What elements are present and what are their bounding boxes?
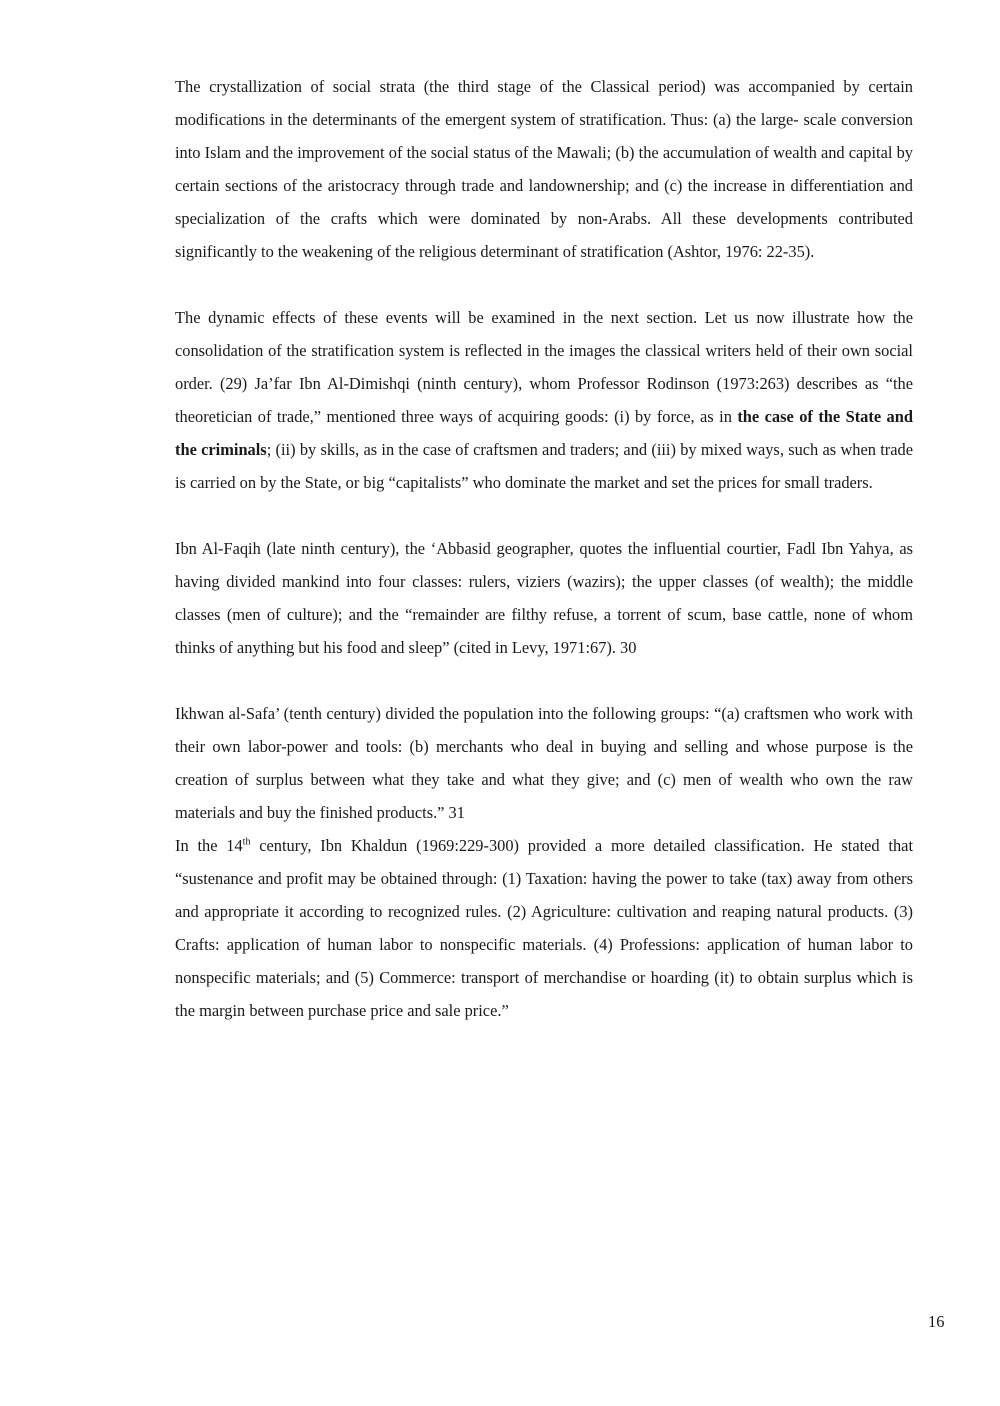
paragraph-crystallization: The crystallization of social strata (the third stage of the Classical period) was accompanied by certain modifications in the determinants of the emergent system of stratification. Thus: (a) the large- scale conversion into Islam and the improvement of the social status of the Mawali; (b) the accumulation of wealth and capital by certain sections of the aristocracy through trade and landownership; and (c) the increase in differentiation and specialization of the crafts which were dominated by non-Arabs. All these developments contributed significantly to the weakening of the religious determinant of stratification (Ashtor, 1976: 22-35). [175,77,913,261]
paragraph-ikhwan-al-safa: Ikhwan al-Safa’ (tenth century) divided the population into the following groups: “(a) craftsmen who work with their own labor-power and tools: (b) merchants who deal in buying and selling and whose purpose is the creation of surplus between what they take and what they give; and (c) men of wealth who own the raw materials and buy the finished products.” 31 [175,704,913,822]
page-body [175,70,913,1027]
paragraph-gap [175,664,913,697]
paragraph-gap [175,499,913,532]
paragraph-text: The dynamic effects of these events will be examined in the next section. Let us now illustrate how the consolidation of the stratification system is reflected in the images the classical writers held of their own social order. (29) Ja’far Ibn Al-Dimishqi (ninth century), whom Professor Rodinson (1973:263) describes as “the theoretician of trade,” mentioned three ways of acquiring goods: (i) by force, as in [175,308,913,426]
bold-phrase: the case of the State and the criminals [175,407,913,459]
paragraph-text: century, Ibn Khaldun (1969:229-300) provided a more detailed classification. He stated that “sustenance and profit may be obtained through: (1) Taxation: having the power to take (tax) away from others and appropriate it according to recognized rules. (2) Agriculture: cultivation and reaping natural products. (3) Crafts: application of human labor to nonspecific materials. (4) Professions: application of human labor to nonspecific materials; and (5) Commerce: transport of merchandise or hoarding (it) to obtain surplus which is the margin between purchase price and sale price.” [175,836,913,1020]
ordinal-superscript: th [242,836,251,848]
paragraph-text: In the 14 [175,836,243,855]
page-number: 16 [928,1312,945,1331]
paragraph-text: ; (ii) by skills, as in the case of craftsmen and traders; and (iii) by mixed ways, such as when trade is carried on by the State, or big “capitalists” who dominate the market and set the prices for small traders. [175,440,913,492]
paragraph-ibn-al-faqih: Ibn Al-Faqih (late ninth century), the ‘Abbasid geographer, quotes the influential courtier, Fadl Ibn Yahya, as having divided mankind into four classes: rulers, viziers (wazirs); the upper classes (of wealth); the middle classes (men of culture); and the “remainder are filthy refuse, a torrent of scum, base cattle, none of whom thinks of anything but his food and sleep” (cited in Levy, 1971:67). 30 [175,539,913,657]
paragraph-dynamic-effects [175,301,913,499]
paragraph-gap [175,268,913,301]
paragraph-ibn-khaldun [175,829,913,1027]
